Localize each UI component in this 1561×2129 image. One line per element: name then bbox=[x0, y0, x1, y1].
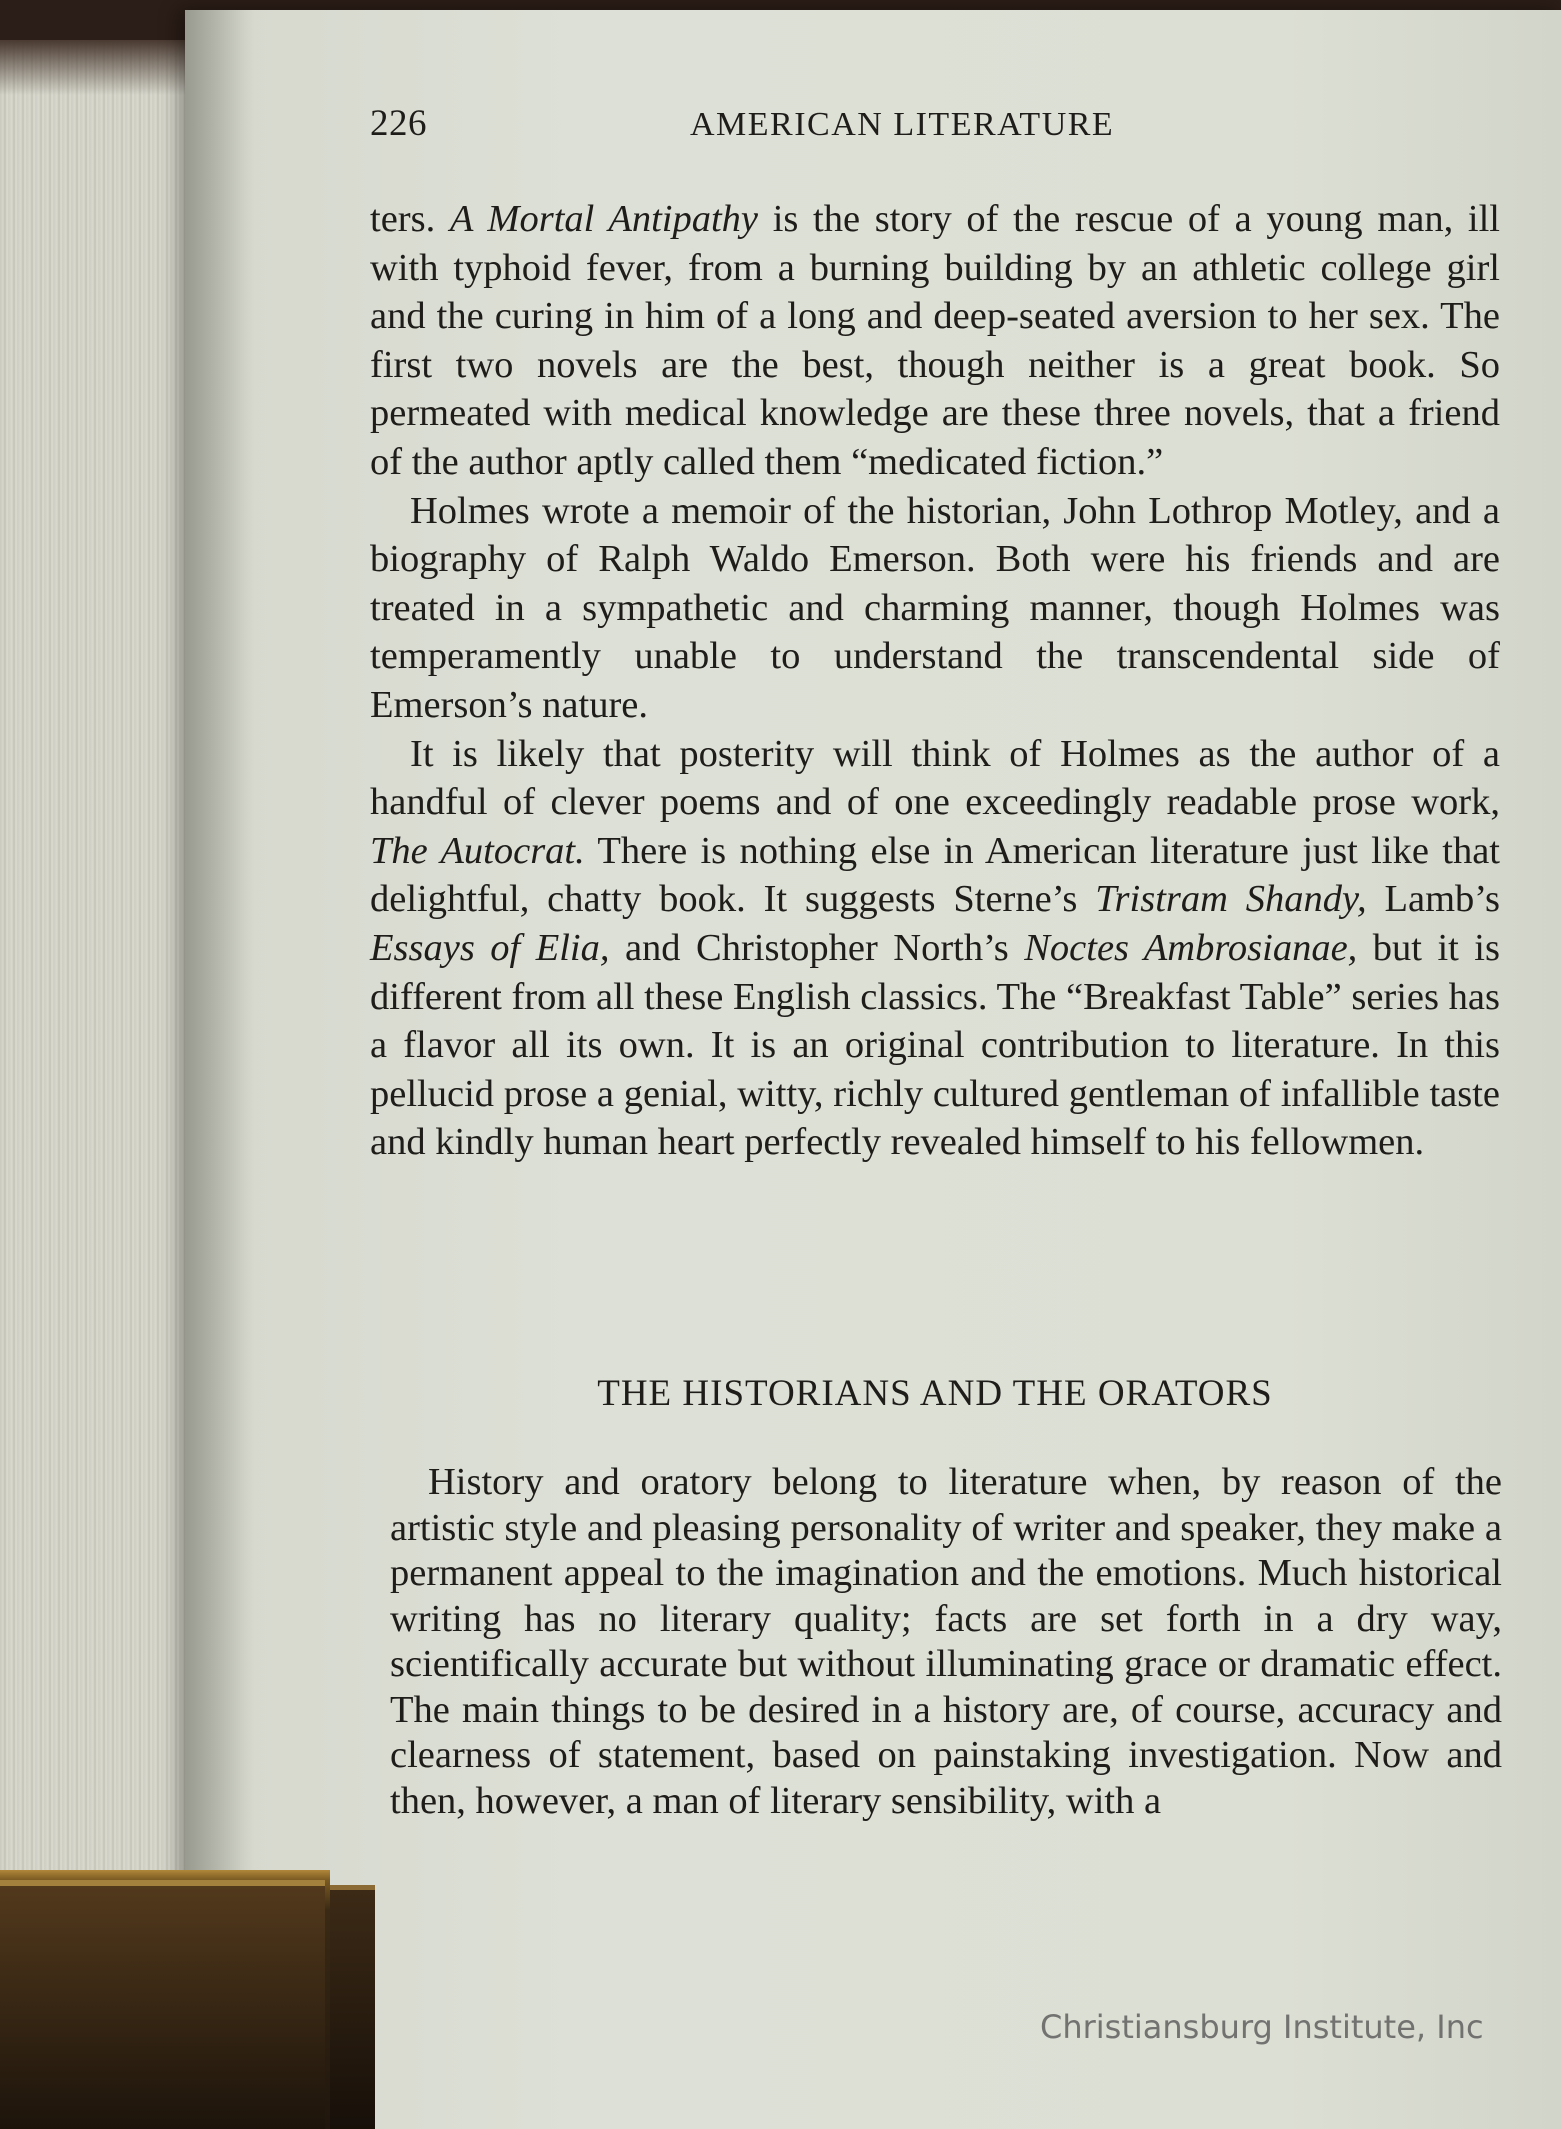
text-run: is the story of the rescue of a young man, ill with typhoid fever, from a burning building by an athletic college girl and the curing in him of a long and deep-seated aversion to her sex. The first two novels are the best, though neither is a great book. So permeated with medical knowledge are these three novels, that a friend of the author aptly called them “medicated fiction.” bbox=[370, 198, 1500, 483]
watermark: Christiansburg Institute, Inc bbox=[1040, 2008, 1484, 2046]
paragraph-1 bbox=[370, 195, 1500, 487]
text-run: ters. bbox=[370, 198, 450, 240]
book-cover-edge-2 bbox=[330, 1885, 375, 2129]
body-text-upper bbox=[370, 195, 1500, 1167]
paragraph-2: Holmes wrote a memoir of the historian, John Lothrop Motley, and a biography of Ralph Waldo Emerson. Both were his friends and are treated in a sympathetic and charming manner, though Holmes was temperamently unable to understand the transcendental side of Emerson’s nature. bbox=[370, 489, 1500, 726]
book-title: Essays of Elia, bbox=[370, 926, 610, 969]
book-title: A Mortal Antipathy bbox=[449, 198, 759, 240]
gutter-shadow bbox=[185, 10, 255, 2129]
body-text-lower bbox=[390, 1460, 1502, 1824]
paragraph-4: History and oratory belong to literature when, by reason of the artistic style and pleasing personality of writer and speaker, they make a permanent appeal to the imagination and the emotions. Much historical writing has no literary quality; facts are set forth in a dry way, scientifically accurate but without illuminating grace or dramatic effect. The main things to be desired in a history are, of course, accuracy and clearness of statement, based on painstaking investigation. Now and then, however, a man of literary sensibility, with a bbox=[390, 1461, 1502, 1822]
text-run: There is nothing else in American literature just like that delightful, chatty book. It suggests Sterne’s bbox=[370, 829, 1500, 921]
book-cover-edge bbox=[0, 1880, 325, 2129]
section-heading: THE HISTORIANS AND THE ORATORS bbox=[597, 1373, 1273, 1414]
text-run: and Christopher North’s bbox=[609, 926, 1025, 969]
text-run: but it is different from all these English classics. The “Breakfast Table” series has a flavor all its own. It is an original contribution to literature. In this pellucid prose a genial, witty, richly cultured gentleman of infallible taste and kindly human heart perfectly revealed himself to his fellowmen. bbox=[370, 926, 1500, 1164]
paragraph-3 bbox=[370, 730, 1500, 1167]
running-head: AMERICAN LITERATURE bbox=[690, 106, 1115, 143]
text-run: It is likely that posterity will think of Holmes as the author of a handful of clever poems and of one exceedingly readable prose work, bbox=[370, 732, 1500, 824]
book-title: Tristram Shandy, bbox=[1095, 878, 1367, 921]
page-number: 226 bbox=[370, 103, 427, 144]
text-run: Lamb’s bbox=[1366, 878, 1500, 921]
book-title: Noctes Ambrosianae, bbox=[1024, 926, 1358, 969]
book-title: The Autocrat. bbox=[370, 829, 585, 872]
